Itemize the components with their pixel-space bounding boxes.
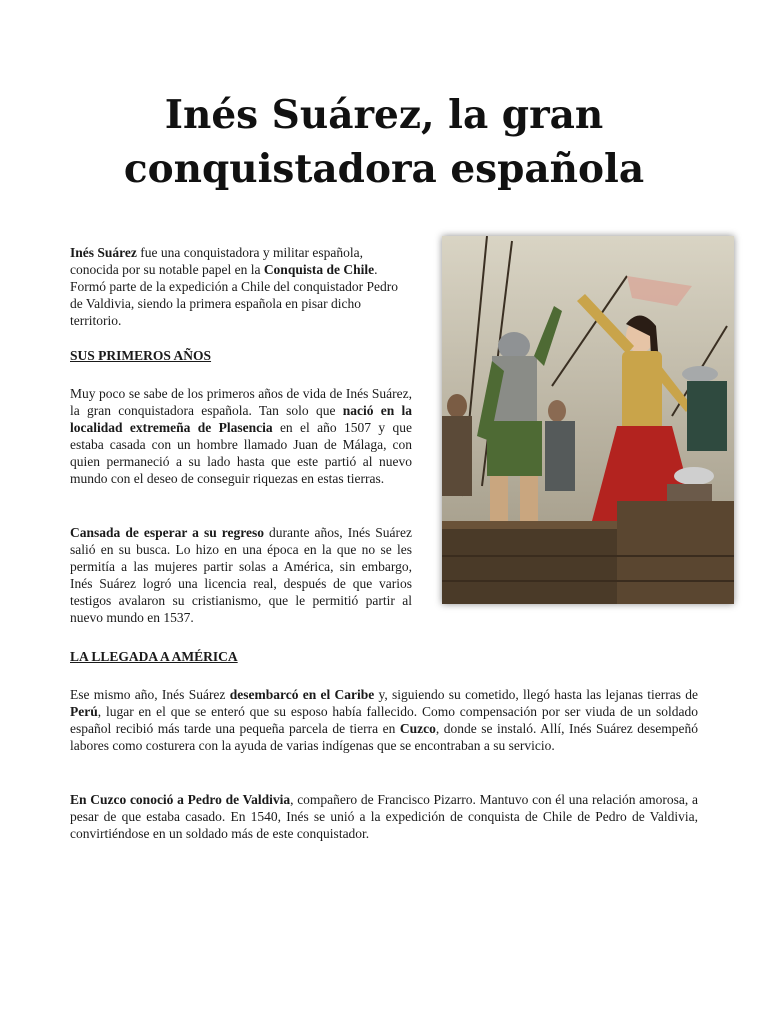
s2p1-text-2: y, siguiendo su cometido, llegó hasta las lejanas tierras de	[374, 687, 698, 702]
title-line-2: conquistadora española	[123, 146, 645, 192]
s1p1-text-1: Muy poco se sabe de los primeros años de vida de Inés Suárez, la gran conquistadora española. Tan solo que	[70, 386, 412, 418]
page-title	[60, 88, 708, 196]
s2p1-bold-caribe: desembarcó en el Caribe	[229, 687, 375, 702]
section2-paragraph-2	[70, 791, 698, 842]
s2p1-text-4: , donde se instaló. Allí, Inés Suárez desempeñó labores como costurera con la ayuda de varias indígenas que se encontraban a su servicio.	[70, 721, 698, 753]
s1p1-text-2: en el año 1507 y que estaba casada con un hombre llamado Juan de Málaga, con quien permaneció a su lado hasta que este partió al nuevo mundo con el deseo de conseguir riquezas en estas tierras.	[70, 420, 412, 486]
s2p2-text-1: , compañero de Francisco Pizarro. Mantuvo con él una relación amorosa, a pesar de que estaba casado. En 1540, Inés se unió a la expedición de conquista de Chile de Pedro de Valdivia, convirtiéndose en un soldado más de este conquistador.	[70, 792, 698, 841]
s2p1-text-1: Ese mismo año, Inés Suárez	[70, 687, 230, 702]
section-heading-llegada-america: LA LLEGADA A AMÉRICA	[70, 649, 238, 664]
s1p1-bold-1: nació en la localidad extremeña de Plasencia	[70, 403, 412, 435]
s2p2-bold-1: En Cuzco conoció a Pedro de Valdivia	[70, 792, 291, 807]
section-heading-primeros-anos: SUS PRIMEROS AÑOS	[70, 348, 212, 363]
s2p1-text-3: , lugar en el que se enteró que su esposo había fallecido. Como compensación por ser viuda de un soldado español recibió más tarde una pequeña parcela de tierra en	[70, 704, 698, 736]
intro-text-2: . Formó parte de la expedición a Chile del conquistador Pedro de Valdivia, siendo la primera española en pisar dicho territorio.	[70, 262, 399, 328]
s1p2-text-1: durante años, Inés Suárez salió en su busca. Lo hizo en una época en la que no se les permitía a las mujeres partir solas a América, sin embargo, Inés Suárez logró una licencia real, después de que varios testigos avalaron su cristianismo, que le permitió partir al nuevo mundo en 1537.	[70, 525, 412, 625]
painting-icon	[442, 236, 734, 604]
painting-figure	[442, 236, 734, 604]
section1-paragraph-2	[70, 524, 412, 626]
title-line-1: Inés Suárez, la gran	[164, 92, 604, 138]
s2p1-bold-cuzco: Cuzco	[399, 721, 436, 736]
s2p1-bold-peru: Perú	[70, 704, 98, 719]
intro-bold-conquista: Conquista de Chile	[263, 262, 375, 277]
s1p2-bold-1: Cansada de esperar a su regreso	[70, 525, 264, 540]
intro-bold-name: Inés Suárez	[70, 245, 137, 260]
section2-paragraph-1	[70, 686, 698, 754]
section1-paragraph-1	[70, 385, 412, 487]
intro-text-1: fue una conquistadora y militar española, conocida por su notable papel en la	[70, 245, 363, 277]
intro-paragraph	[70, 244, 412, 329]
